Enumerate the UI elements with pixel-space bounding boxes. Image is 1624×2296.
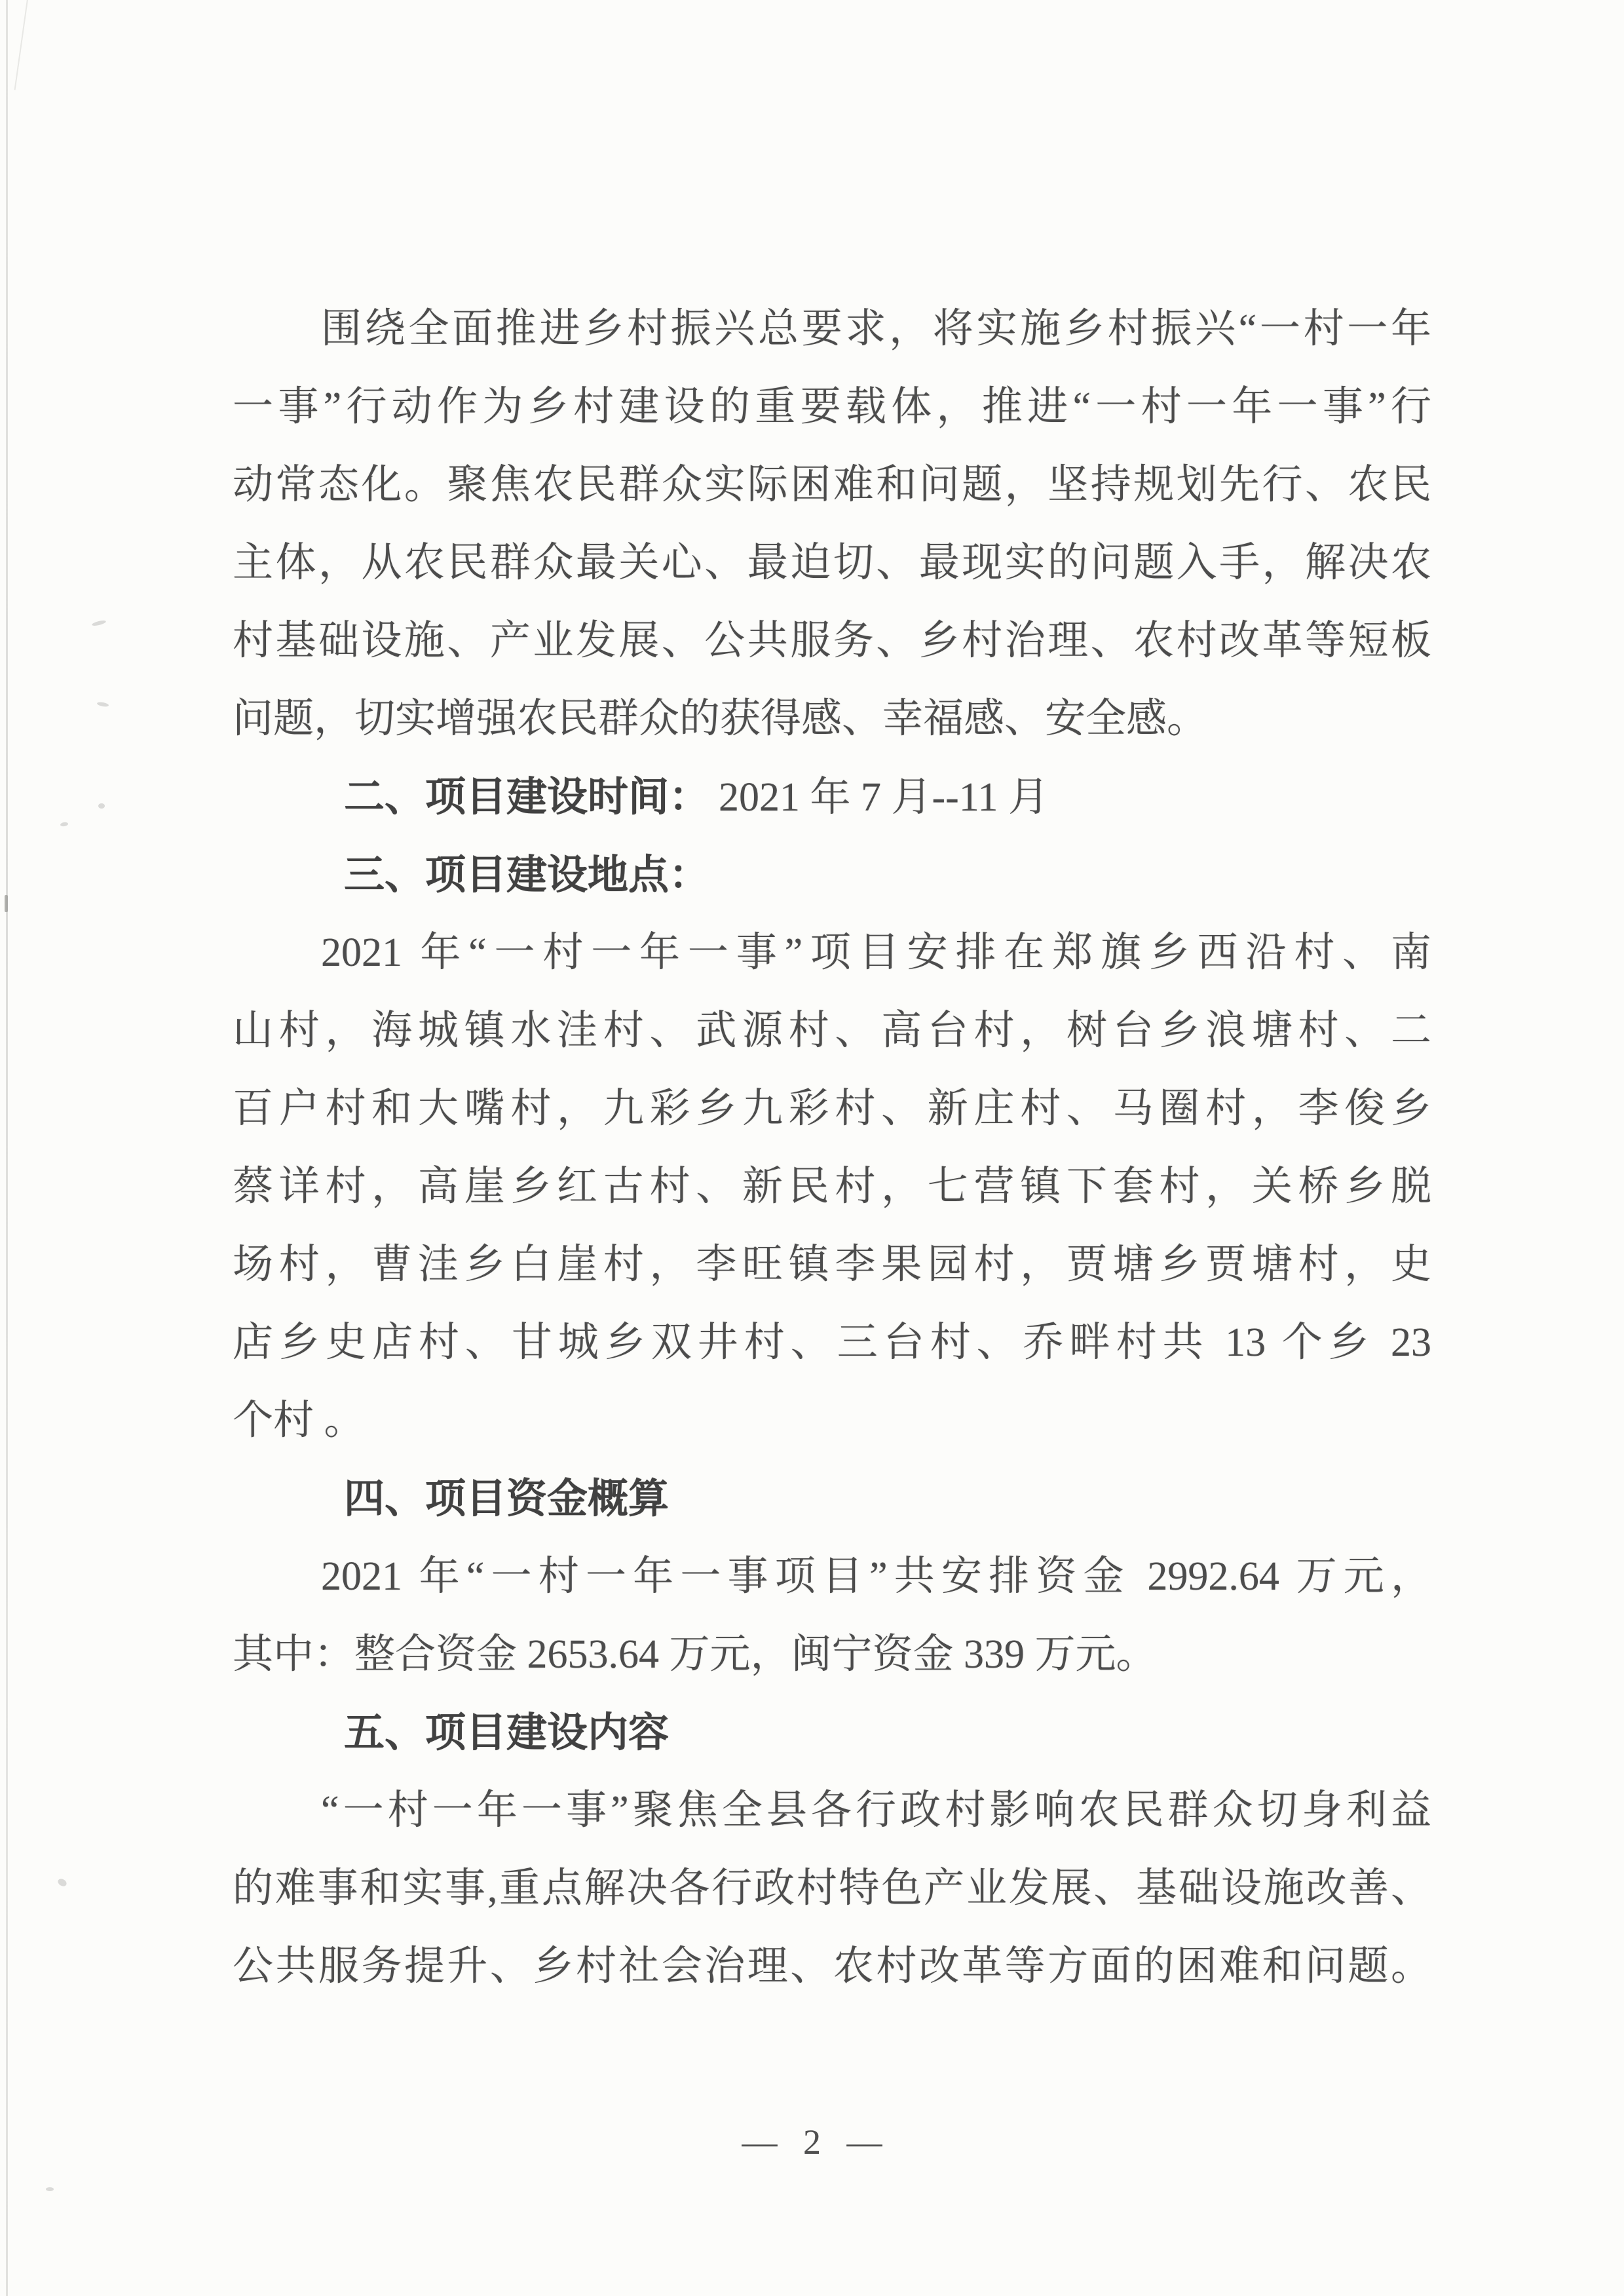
section-location-heading bbox=[233, 836, 1431, 914]
intro-line: 围绕全面推进乡村振兴总要求，将实施乡村振兴“一村一年 bbox=[321, 307, 1431, 351]
section-time-heading-label: 二、项目建设时间： bbox=[344, 775, 710, 820]
page-number: — 2 — bbox=[742, 2122, 882, 2162]
scan-edge-notch bbox=[5, 895, 8, 912]
section-content-heading bbox=[233, 1694, 1431, 1772]
location-line: 2021 年“一村一年一事”项目安排在郑旗乡西沿村、南 bbox=[321, 930, 1431, 975]
location-line: 蔡详村，高崖乡红古村、新民村，七营镇下套村，关桥乡脱 bbox=[233, 1164, 1431, 1209]
scan-speck bbox=[46, 2187, 54, 2191]
content-line: 公共服务提升、乡村社会治理、农村改革等方面的困难和问题。 bbox=[233, 1944, 1431, 1989]
section-time-heading bbox=[233, 758, 1431, 836]
location-line: 个村 。 bbox=[233, 1398, 365, 1443]
section-budget-heading bbox=[233, 1460, 1431, 1538]
scan-speck bbox=[60, 822, 69, 827]
budget-line: 其中：整合资金 2653.64 万元，闽宁资金 339 万元。 bbox=[233, 1632, 1157, 1677]
document-body bbox=[233, 290, 1431, 2006]
budget-line: 2021 年“一村一年一事项目”共安排资金 2992.64 万元， bbox=[321, 1554, 1431, 1599]
location-line: 场村，曹洼乡白崖村，李旺镇李果园村，贾塘乡贾塘村，史 bbox=[233, 1242, 1431, 1287]
section-budget-heading-label: 四、项目资金概算 bbox=[344, 1476, 670, 1521]
scan-speck bbox=[97, 701, 109, 707]
intro-line: 主体，从农民群众最关心、最迫切、最现实的问题入手，解决农 bbox=[233, 541, 1431, 585]
section-location-heading-label: 三、项目建设地点： bbox=[344, 852, 710, 898]
scan-speck bbox=[98, 803, 105, 809]
intro-line: 问题，切实增强农民群众的获得感、幸福感、安全感。 bbox=[233, 697, 1208, 741]
intro-line: 村基础设施、产业发展、公共服务、乡村治理、农村改革等短板 bbox=[233, 619, 1431, 663]
location-line: 百户村和大嘴村，九彩乡九彩村、新庄村、马圈村，李俊乡 bbox=[233, 1086, 1431, 1131]
page-footer bbox=[0, 2122, 1624, 2162]
intro-line: 一事”行动作为乡村建设的重要载体，推进“一村一年一事”行 bbox=[233, 385, 1431, 429]
scan-speck bbox=[92, 619, 107, 626]
section-time-value: 2021 年 7 月--11 月 bbox=[719, 775, 1049, 820]
location-line: 店乡史店村、甘城乡双井村、三台村、乔畔村共 13 个乡 23 bbox=[233, 1320, 1431, 1365]
location-line: 山村，海城镇水洼村、武源村、高台村，树台乡浪塘村、二 bbox=[233, 1008, 1431, 1053]
section-content-heading-label: 五、项目建设内容 bbox=[344, 1710, 670, 1755]
content-line: “一村一年一事”聚焦全县各行政村影响农民群众切身利益 bbox=[321, 1788, 1431, 1833]
intro-line: 动常态化。聚焦农民群众实际困难和问题，坚持规划先行、农民 bbox=[233, 463, 1431, 507]
content-line: 的难事和实事,重点解决各行政村特色产业发展、基础设施改善、 bbox=[233, 1866, 1431, 1911]
scan-speck bbox=[56, 1877, 67, 1888]
scan-edge-line bbox=[6, 0, 8, 2296]
scan-corner-line bbox=[14, 0, 29, 90]
